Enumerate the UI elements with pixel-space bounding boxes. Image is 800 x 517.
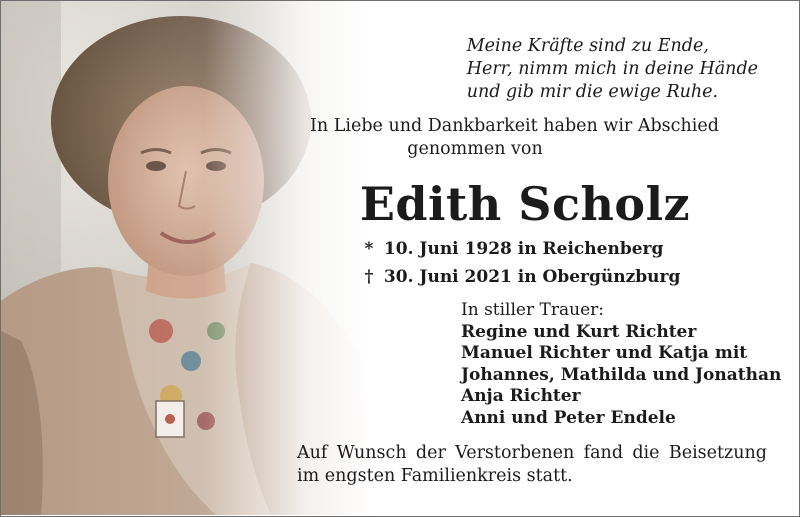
death-symbol: † — [364, 267, 374, 287]
intro-line: genommen von — [407, 139, 543, 159]
intro-text — [310, 115, 719, 161]
death-row — [360, 263, 680, 291]
verse — [467, 35, 758, 104]
verse-line: Meine Kräfte sind zu Ende, — [466, 36, 709, 56]
verse-line: und gib mir die ewige Ruhe. — [466, 82, 719, 102]
deceased-name: Edith Scholz — [359, 177, 691, 231]
mourners-list — [461, 300, 781, 429]
birth-row — [360, 235, 680, 263]
mourner-line: Manuel Richter und Katja mit — [461, 343, 748, 363]
birth-symbol: * — [364, 239, 374, 259]
verse-line: Herr, nimm mich in deine Hände — [466, 59, 758, 79]
burial-notice: Auf Wunsch der Verstorbenen fand die Beisetzung im engsten Familienkreis statt. — [297, 443, 767, 486]
mourners-heading: In stiller Trauer: — [461, 300, 604, 320]
mourner-line: Anja Richter — [461, 386, 581, 406]
death-date: 30. Juni 2021 in Obergünzburg — [383, 267, 681, 287]
mourner-line: Anni und Peter Endele — [461, 407, 676, 428]
mourner-line: Johannes, Mathilda und Jonathan — [461, 364, 782, 385]
mourner-line: Regine und Kurt Richter — [461, 321, 697, 342]
life-dates — [360, 235, 680, 291]
portrait-photo — [1, 1, 371, 515]
intro-line: In Liebe und Dankbarkeit haben wir Abschied — [310, 116, 719, 136]
birth-date: 10. Juni 1928 in Reichenberg — [383, 239, 664, 259]
